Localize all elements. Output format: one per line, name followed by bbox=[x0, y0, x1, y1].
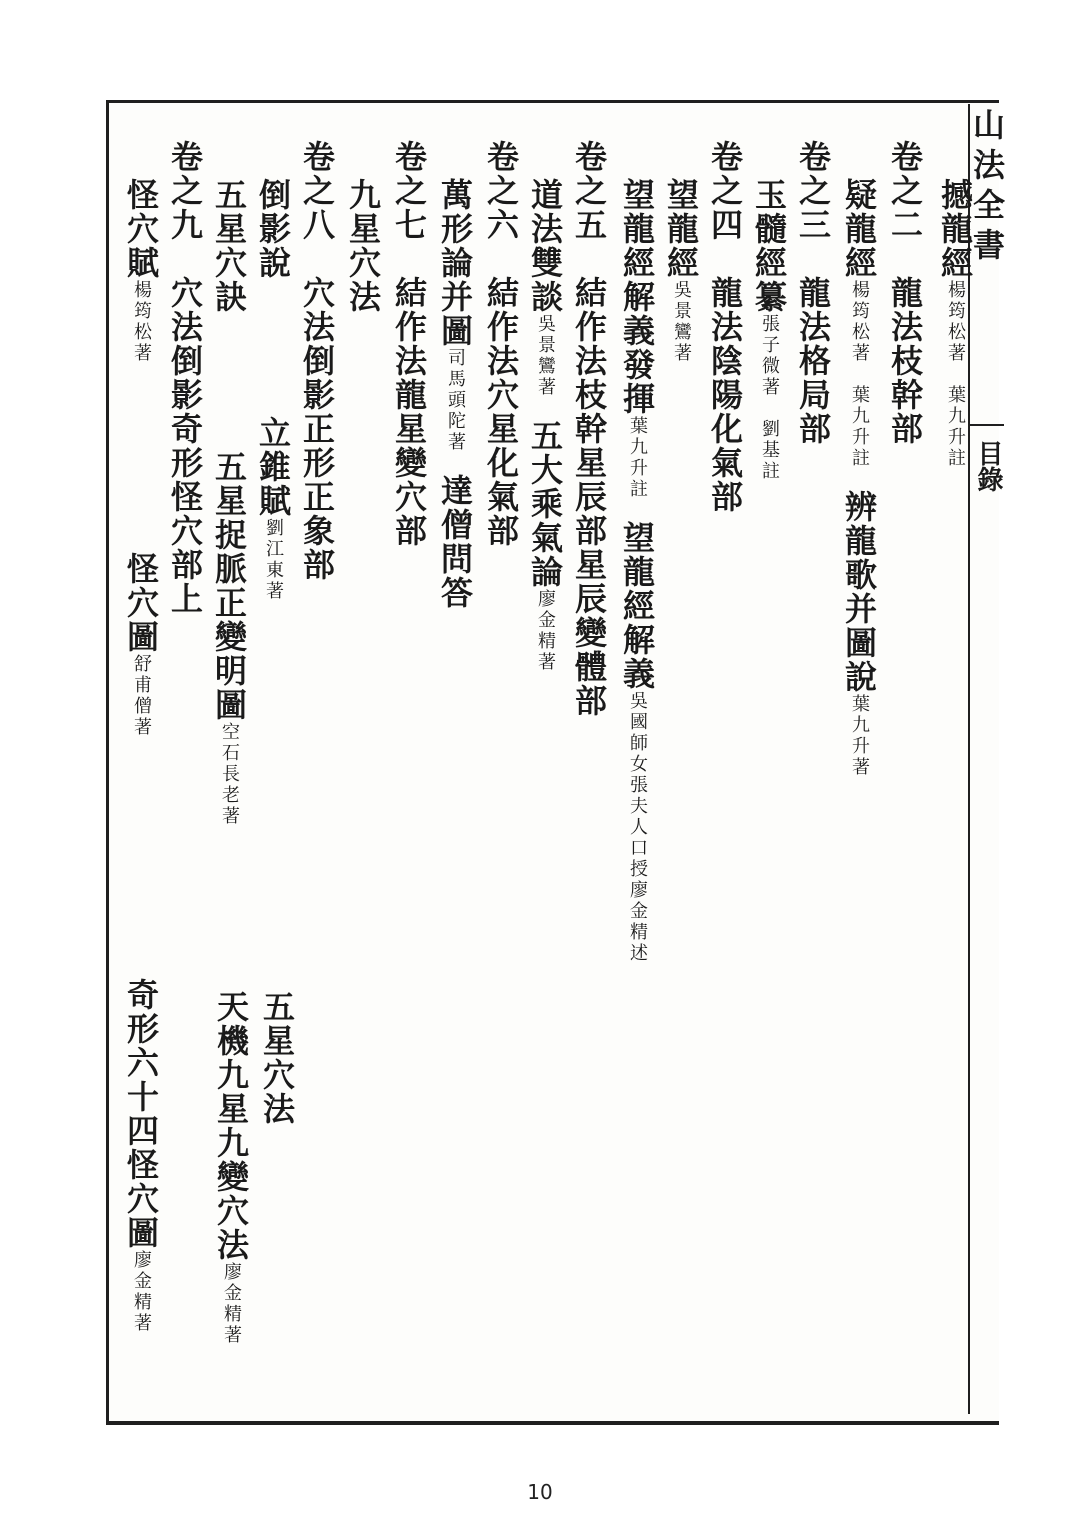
toc-column bbox=[938, 178, 972, 490]
entry-attribution: 葉九升註 bbox=[945, 385, 966, 469]
entry-attribution: 楊筠松著 bbox=[945, 280, 966, 364]
section-label: 目錄 bbox=[973, 440, 1003, 492]
entry-attribution: 楊筠松著 bbox=[131, 280, 152, 364]
entry-title: 五星穴訣 bbox=[210, 178, 248, 314]
toc-column bbox=[256, 178, 290, 623]
toc-column bbox=[124, 552, 158, 759]
entry-title: 卷之七 結作法龍星變穴部 bbox=[390, 140, 428, 548]
toc-column bbox=[484, 140, 518, 548]
entry-attribution: 舒甫僧著 bbox=[131, 654, 152, 738]
toc-column bbox=[124, 978, 158, 1355]
entry-title: 望龍經解義 bbox=[618, 521, 656, 691]
toc-column bbox=[214, 990, 248, 1367]
entry-title: 九星穴法 bbox=[344, 178, 382, 314]
entry-attribution: 張子微著 劉基註 bbox=[759, 314, 780, 482]
entry-attribution: 楊筠松著 葉九升註 bbox=[849, 280, 870, 469]
entry-title: 望龍經解義發揮 bbox=[618, 178, 656, 416]
page-number: 10 bbox=[527, 1480, 553, 1504]
entry-title: 撼龍經 bbox=[936, 178, 974, 280]
entry-title: 卷之六 結作法穴星化氣部 bbox=[482, 140, 520, 548]
toc-column bbox=[528, 178, 562, 694]
entry-title: 卷之八 穴法倒影正形正象部 bbox=[298, 140, 336, 582]
toc-column bbox=[572, 140, 606, 718]
entry-title: 五星捉脈正變明圖 bbox=[210, 450, 248, 722]
toc-column bbox=[392, 140, 426, 548]
entry-title: 卷之九 穴法倒影奇形怪穴部上 bbox=[166, 140, 204, 616]
entry-title: 道法雙談 bbox=[526, 178, 564, 314]
entry-title: 達僧問答 bbox=[436, 474, 474, 610]
side-margin bbox=[968, 104, 1006, 1414]
entry-attribution: 吳景鸞著 bbox=[535, 314, 556, 398]
entry-title: 玉髓經纂 bbox=[750, 178, 788, 314]
toc-column bbox=[620, 178, 654, 985]
toc-column bbox=[796, 140, 830, 446]
entry-title: 怪穴賦 bbox=[122, 178, 160, 280]
entry-title: 倒影說 bbox=[254, 178, 292, 280]
toc-column bbox=[260, 990, 294, 1126]
entry-title: 卷之二 龍法枝幹部 bbox=[886, 140, 924, 446]
entry-title: 卷之四 龍法陰陽化氣部 bbox=[706, 140, 744, 514]
toc-column bbox=[752, 178, 786, 503]
entry-attribution: 廖金精著 bbox=[221, 1262, 242, 1346]
entry-title: 奇形六十四怪穴圖 bbox=[122, 978, 160, 1250]
toc-column bbox=[212, 178, 246, 848]
toc-column bbox=[124, 178, 158, 385]
entry-title: 卷之五 結作法枝幹星辰部星辰變體部 bbox=[570, 140, 608, 718]
entry-attribution: 葉九升註 bbox=[627, 416, 648, 500]
entry-attribution: 劉江東著 bbox=[263, 518, 284, 602]
entry-title: 五星穴法 bbox=[258, 990, 296, 1126]
toc-column bbox=[438, 178, 472, 610]
toc-column bbox=[842, 178, 876, 799]
toc-column bbox=[708, 140, 742, 514]
entry-title: 怪穴圖 bbox=[122, 552, 160, 654]
entry-attribution: 空石長老著 bbox=[219, 722, 240, 827]
entry-attribution: 吳景鸞著 bbox=[671, 280, 692, 364]
toc-column bbox=[888, 140, 922, 446]
entry-attribution: 吳國師女張夫人口授廖金精述 bbox=[627, 691, 648, 964]
entry-title: 立錐賦 bbox=[254, 416, 292, 518]
entry-title: 望龍經 bbox=[662, 178, 700, 280]
entry-attribution: 廖金精著 bbox=[131, 1250, 152, 1334]
toc-column bbox=[664, 178, 698, 385]
side-divider bbox=[968, 424, 1004, 426]
entry-title: 五大乘氣論 bbox=[526, 419, 564, 589]
entry-title: 卷之三 龍法格局部 bbox=[794, 140, 832, 446]
toc-column bbox=[300, 140, 334, 582]
entry-title: 天機九星九變穴法 bbox=[212, 990, 250, 1262]
entry-title: 疑龍經 bbox=[840, 178, 878, 280]
entry-title: 辨龍歌并圖說 bbox=[840, 490, 878, 694]
book-title: 山法全書 bbox=[968, 108, 1006, 268]
entry-attribution: 葉九升著 bbox=[849, 694, 870, 778]
entry-title: 萬形論并圖 bbox=[436, 178, 474, 348]
entry-attribution: 廖金精著 bbox=[535, 589, 556, 673]
toc-column bbox=[168, 140, 202, 616]
entry-title bbox=[210, 314, 248, 450]
entry-attribution: 司馬頭陀著 bbox=[445, 348, 466, 453]
entry-title bbox=[254, 280, 292, 416]
toc-column bbox=[346, 178, 380, 314]
